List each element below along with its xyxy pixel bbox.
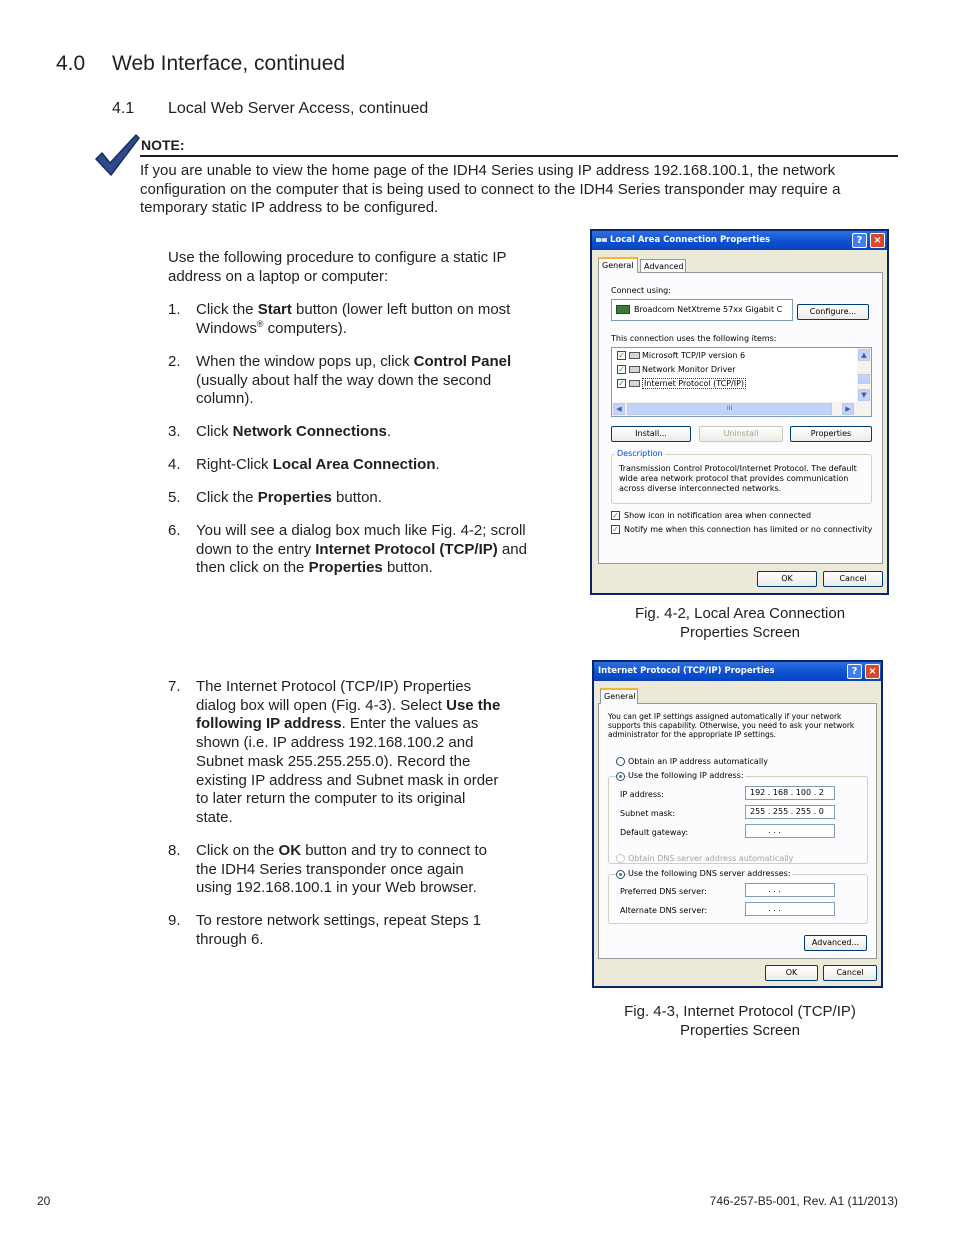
intro-text: You can get IP settings assigned automatically if your network supports this capability. Otherwise, you need to ask your network administrator for the appropriate IP settings. — [608, 712, 855, 739]
step-text: The Internet Protocol (TCP/IP) Properties dialog box will open (Fig. 4-3). Select Use the following IP address. Enter the values as shown (i.e. IP address 192.168.100.2 and Subnet mask 255.255.255.0). Record the existing IP address and Subnet mask in order to later return the computer to its original state. — [196, 678, 501, 826]
vertical-scrollbar[interactable] — [857, 348, 871, 402]
protocol-icon — [629, 366, 640, 373]
description-group — [611, 449, 872, 504]
step-5 — [168, 489, 543, 508]
alternate-dns-label: Alternate DNS server: — [620, 906, 708, 915]
step-9 — [168, 912, 503, 949]
help-button[interactable]: ? — [852, 233, 867, 248]
figure-caption: Fig. 4-2, Local Area Connection Properties Screen — [634, 605, 846, 641]
ip-address-field[interactable]: 192 . 168 . 100 . 2 — [745, 786, 835, 800]
step-number: 8. — [168, 842, 181, 859]
horizontal-scrollbar[interactable] — [612, 402, 871, 416]
adapter-field — [611, 299, 793, 321]
obtain-dns-label: Obtain DNS server address automatically — [628, 854, 794, 863]
protocol-icon — [629, 352, 640, 359]
uninstall-button[interactable]: Uninstall — [699, 426, 783, 442]
item-label: Network Monitor Driver — [642, 365, 736, 374]
step-number: 7. — [168, 678, 181, 695]
step-text: Right-Click Local Area Connection. — [196, 456, 440, 473]
step-text: Click the Start button (lower left button on most Windows® computers). — [196, 301, 511, 337]
step-1 — [168, 301, 543, 338]
items-label: This connection uses the following items: — [611, 334, 777, 343]
step-6 — [168, 522, 543, 578]
properties-button[interactable]: Properties — [790, 426, 872, 442]
use-dns-label: Use the following DNS server addresses: — [628, 869, 791, 878]
step-7 — [168, 678, 503, 828]
step-number: 4. — [168, 456, 181, 473]
subnet-mask-field[interactable]: 255 . 255 . 255 . 0 — [745, 805, 835, 819]
obtain-dns-radio[interactable] — [616, 854, 625, 863]
step-text: To restore network settings, repeat Steps 1 through 6. — [196, 912, 482, 948]
alternate-dns-field[interactable]: . . . — [745, 902, 835, 916]
items-list[interactable] — [611, 347, 872, 417]
ok-button[interactable]: OK — [757, 571, 817, 587]
scroll-thumb[interactable] — [858, 374, 870, 384]
dialog-titlebar — [592, 231, 887, 250]
subnet-mask-label: Subnet mask: — [620, 809, 676, 818]
step-number: 1. — [168, 301, 181, 318]
document-number: 746-257-B5-001, Rev. A1 (11/2013) — [709, 1194, 898, 1208]
procedure-intro: Use the following procedure to configure a static IP address on a laptop or computer: — [168, 249, 507, 285]
step-3 — [168, 423, 543, 442]
subsection-number: 4.1 — [112, 100, 135, 117]
description-label: Description — [617, 449, 663, 458]
step-text: Click on the OK button and try to connect to the IDH4 Series transponder once again using 192.168.100.1 in your Web browser. — [196, 842, 488, 897]
notify-checkbox[interactable]: ✓ — [612, 525, 619, 534]
description-text: Transmission Control Protocol/Internet Protocol. The default wide area network protocol that provides communication across diverse interconnected networks. — [619, 464, 857, 493]
list-item[interactable] — [617, 379, 746, 388]
network-icon — [596, 235, 607, 245]
section-title: Web Interface, continued — [112, 52, 346, 75]
show-icon-checkbox[interactable]: ✓ — [612, 511, 619, 520]
notify-label: Notify me when this connection has limited or no connectivity — [624, 525, 873, 534]
local-area-connection-dialog — [590, 229, 889, 595]
list-item[interactable] — [617, 365, 736, 374]
close-button[interactable]: × — [865, 664, 880, 679]
default-gateway-field[interactable]: . . . — [745, 824, 835, 838]
figure-caption: Fig. 4-3, Internet Protocol (TCP/IP) Properties Screen — [624, 1003, 856, 1039]
step-2 — [168, 353, 543, 409]
step-text: When the window pops up, click Control Panel (usually about half the way down the second column). — [196, 353, 512, 408]
item-checkbox[interactable]: ✓ — [618, 365, 625, 374]
help-button[interactable]: ? — [847, 664, 862, 679]
step-4 — [168, 456, 543, 475]
step-number: 5. — [168, 489, 181, 506]
dialog-titlebar — [594, 662, 881, 681]
note-divider — [140, 155, 898, 157]
subsection-title: Local Web Server Access, continued — [168, 100, 429, 117]
item-label: Microsoft TCP/IP version 6 — [642, 351, 746, 360]
cancel-button[interactable]: Cancel — [823, 571, 883, 587]
obtain-ip-radio[interactable] — [616, 757, 625, 766]
step-8 — [168, 842, 503, 898]
scroll-down-icon[interactable]: ▼ — [858, 389, 870, 401]
note-text: If you are unable to view the home page of the IDH4 Series using IP address 192.168.100.1, the network configuration on the computer that is being used to connect to the IDH4 Series transponder may require a temporary static IP address to be configured. — [140, 162, 841, 217]
dialog-title: Local Area Connection Properties — [610, 235, 771, 245]
configure-button[interactable]: Configure... — [797, 304, 869, 320]
note-label: NOTE: — [141, 137, 185, 153]
adapter-name: Broadcom NetXtreme 57xx Gigabit C — [634, 305, 783, 314]
tab-general[interactable]: General — [598, 257, 638, 273]
section-number: 4.0 — [56, 52, 86, 75]
step-number: 3. — [168, 423, 181, 440]
connect-using-label: Connect using: — [611, 286, 671, 295]
advanced-button[interactable]: Advanced... — [804, 935, 867, 951]
preferred-dns-label: Preferred DNS server: — [620, 887, 707, 896]
protocol-icon — [629, 380, 640, 387]
scroll-left-icon[interactable]: ◀ — [613, 403, 625, 415]
checkmark-icon — [94, 133, 140, 177]
network-card-icon — [616, 305, 630, 314]
use-dns-radio[interactable] — [616, 870, 625, 879]
cancel-button[interactable]: Cancel — [823, 965, 877, 981]
obtain-ip-label: Obtain an IP address automatically — [628, 757, 769, 766]
general-panel — [598, 703, 877, 959]
scroll-right-icon[interactable]: ▶ — [842, 403, 854, 415]
use-ip-label: Use the following IP address: — [628, 771, 744, 780]
subsection-heading — [112, 100, 428, 118]
page-number: 20 — [37, 1194, 51, 1208]
list-item[interactable] — [617, 351, 745, 360]
scroll-up-icon[interactable]: ▲ — [858, 349, 870, 361]
section-heading — [56, 52, 345, 76]
step-text: Click the Properties button. — [196, 489, 382, 506]
item-checkbox[interactable]: ✓ — [618, 379, 625, 388]
default-gateway-label: Default gateway: — [620, 828, 689, 837]
dns-group — [608, 874, 868, 924]
item-label: Internet Protocol (TCP/IP) — [644, 379, 745, 388]
ok-button[interactable]: OK — [765, 965, 818, 981]
tcpip-properties-dialog — [592, 660, 883, 988]
step-number: 9. — [168, 912, 181, 929]
scroll-thumb[interactable]: III — [627, 403, 832, 415]
step-number: 2. — [168, 353, 181, 370]
use-ip-radio[interactable] — [616, 772, 625, 781]
tab-general[interactable]: General — [600, 688, 638, 704]
item-checkbox[interactable]: ✓ — [618, 351, 625, 360]
general-panel — [598, 272, 883, 564]
tab-advanced[interactable]: Advanced — [640, 259, 686, 273]
step-number: 6. — [168, 522, 181, 539]
step-text: Click Network Connections. — [196, 423, 392, 440]
ip-address-label: IP address: — [620, 790, 664, 799]
dialog-title: Internet Protocol (TCP/IP) Properties — [598, 666, 775, 676]
show-icon-label: Show icon in notification area when connected — [624, 511, 812, 520]
preferred-dns-field[interactable]: . . . — [745, 883, 835, 897]
close-button[interactable]: × — [870, 233, 885, 248]
install-button[interactable]: Install... — [611, 426, 691, 442]
step-text: You will see a dialog box much like Fig. 4-2; scroll down to the entry Internet Protocol (TCP/IP) and then click on the Properties button. — [196, 522, 527, 577]
